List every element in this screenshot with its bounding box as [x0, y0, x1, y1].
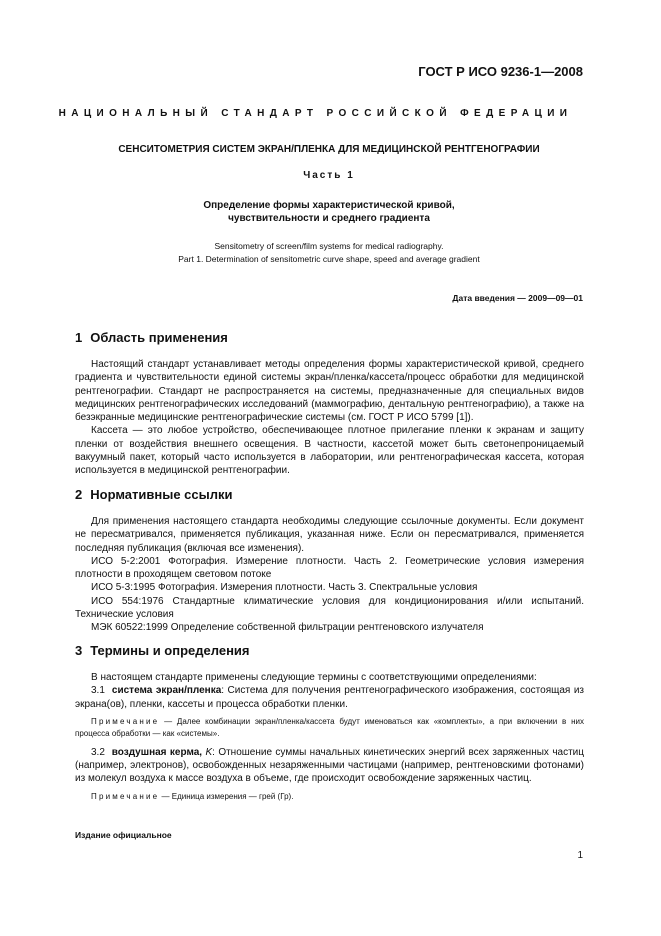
paragraph: Для применения настоящего стандарта необходимы следующие ссылочные документы. Если документ не пересматривался, применяется публикация, указанная ниже. Если он пересматривался, применяется последняя публикация (включая все изменения).	[75, 516, 584, 554]
term-3-1	[75, 684, 584, 711]
section-title: Нормативные ссылки	[90, 487, 233, 502]
paragraph: В настоящем стандарте применены следующие термины с соответствующими определениями:	[91, 672, 537, 683]
reference-item: ИСО 5-2:2001 Фотография. Измерение плотности. Часть 2. Геометрические условия измерения плотности в проходящем световом потоке	[75, 555, 584, 581]
reference-item: ИСО 554:1976 Стандартные климатические условия для кондиционирования и/или испытаний. Технические условия	[75, 595, 584, 621]
note-label: Примечание	[91, 716, 160, 726]
section-number: 2	[75, 487, 83, 502]
term-definition: : Система для получения рентгенографического изображения, состоящая из экрана(ов), пленки, кассеты и процесса обработки пленки.	[75, 685, 584, 710]
page-number: 1	[577, 850, 583, 861]
term-definition: : Отношение суммы начальных кинетических энергий всех заряженных частиц (например, электронов), освобожденных незаряженными частицами (например, рентгеновскими фотонами) из молекул воздуха к массе воздуха в объеме, где происходит освобождение заряженных частиц.	[75, 746, 584, 785]
section-number: 3	[75, 643, 83, 658]
note-text: — Далее комбинации экран/пленка/кассета будут именоваться как «комплекты», а при включении в них процесса обработки — как «системы».	[75, 716, 584, 738]
english-title	[75, 240, 583, 266]
section-1-body	[75, 358, 584, 478]
national-standard-heading: НАЦИОНАЛЬНЫЙ СТАНДАРТ РОССИЙСКОЙ ФЕДЕРАЦИИ	[58, 108, 573, 119]
term-3-2	[75, 746, 584, 786]
official-edition-label: Издание официальное	[75, 830, 172, 840]
section-3-heading	[75, 643, 258, 658]
subtitle-line: Определение формы характеристической кривой,	[203, 200, 455, 211]
section-number: 1	[75, 330, 83, 345]
section-title: Термины и определения	[90, 643, 250, 658]
section-title: Область применения	[90, 330, 228, 345]
section-3-body	[75, 671, 584, 809]
paragraph: Кассета — это любое устройство, обеспечивающее плотное прилегание пленки к экранам и защиту пленки от воздействия внешнего освещения. В частности, кассетой может быть светонепроницаемый вакуумный пакет, который часто используется в лаборатории, или рентгенографическая кассета, которая используется в медицинской рентгенографии.	[75, 425, 584, 477]
note-1	[75, 716, 584, 740]
paragraph: Настоящий стандарт устанавливает методы определения формы характеристической кривой, среднего градиента и чувствительности единой системы экран/пленка/кассета/процесс обработки для медицинской рентгенографии. Стандарт не распространяется на системы, предназначенные для специальных видов медицинских рентгенографических исследований (маммографию, дентальную рентгенографию), а также на безэкранные медицинские рентгенографические системы (см. ГОСТ Р ИСО 5799 [1]).	[75, 359, 584, 424]
document-title: СЕНСИТОМЕТРИЯ СИСТЕМ ЭКРАН/ПЛЕНКА ДЛЯ МЕДИЦИНСКОЙ РЕНТГЕНОГРАФИИ	[118, 144, 540, 155]
term-symbol: K	[205, 746, 213, 758]
reference-item: МЭК 60522:1999 Определение собственной фильтрации рентгеновского излучателя	[91, 622, 484, 634]
document-id: ГОСТ Р ИСО 9236-1—2008	[418, 64, 583, 79]
note-2	[75, 791, 584, 803]
reference-item: ИСО 5-3:1995 Фотография. Измерения плотности. Часть 3. Спектральные условия	[91, 582, 478, 594]
effective-date: Дата введения — 2009—09—01	[452, 293, 583, 303]
part-label: Часть 1	[303, 170, 355, 181]
section-2-body	[75, 515, 584, 635]
note-label: Примечание	[91, 791, 160, 801]
english-title-line: Sensitometry of screen/film systems for medical radiography.	[214, 241, 444, 251]
subtitle-line: чувствительности и среднего градиента	[228, 213, 430, 224]
term: воздушная керма,	[111, 746, 206, 758]
term: система экран/пленка	[111, 685, 222, 697]
section-2-heading	[75, 487, 240, 502]
term-number: 3.2	[91, 746, 105, 758]
note-text: — Единица измерения — грей (Гр).	[159, 791, 294, 801]
term-number: 3.1	[91, 685, 105, 697]
document-subtitle	[75, 199, 583, 225]
section-1-heading	[75, 330, 236, 345]
english-title-line: Part 1. Determination of sensitometric curve shape, speed and average gradient	[178, 254, 480, 264]
